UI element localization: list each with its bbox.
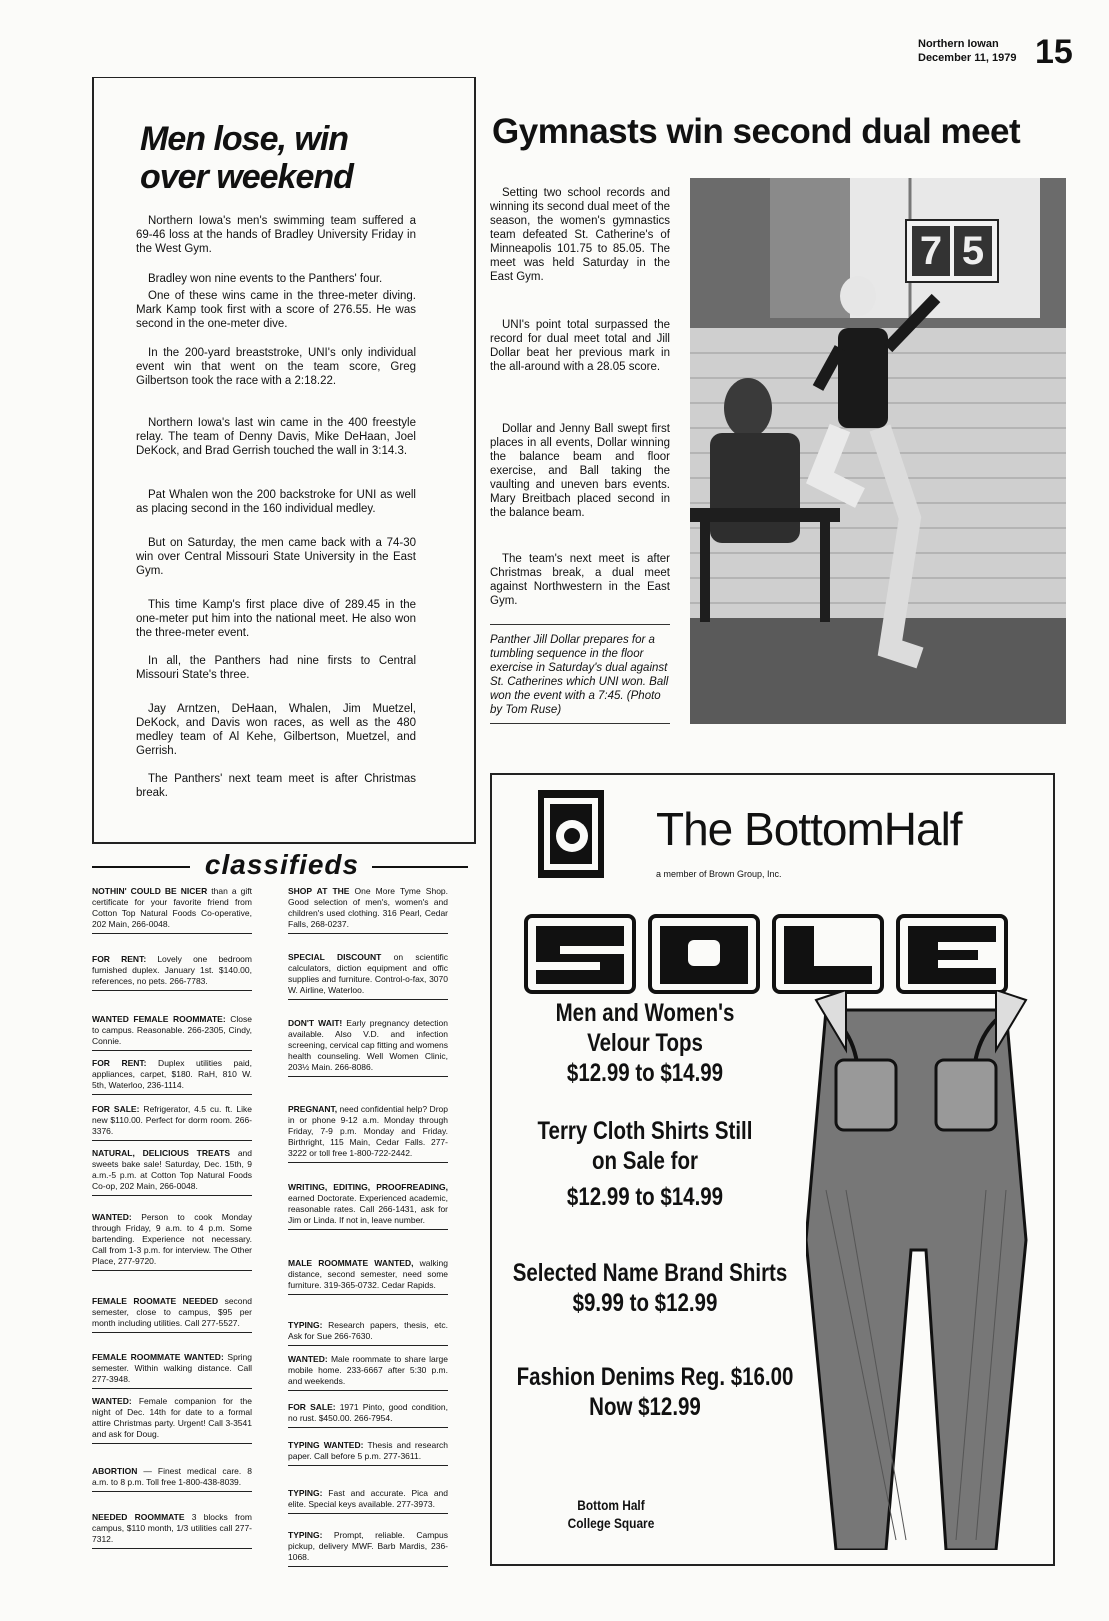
classified-ad-key: WANTED: bbox=[92, 1212, 132, 1222]
classified-ad-body: earned Doctorate. Experienced academic, reasonable rates. Call 266-1431, ask for Jim or Linda. If not in, leave number. bbox=[288, 1193, 448, 1225]
classified-ad bbox=[92, 1296, 252, 1333]
classified-ad-key: WRITING, EDITING, PROOFREADING, bbox=[288, 1182, 448, 1192]
promo-price: $12.99 to $14.99 bbox=[566, 1059, 724, 1087]
gym-paragraph: UNI's point total surpassed the record for dual meet total and Jill Dollar beat her previous mark in the all-around with a 28.05 score. bbox=[490, 319, 670, 373]
classified-ad-key: SPECIAL DISCOUNT bbox=[288, 952, 382, 962]
photo-caption: Panther Jill Dollar prepares for a tumbling sequence in the floor exercise in Saturday's dual against St. Catherines which UNI won. Ball won the event with a 7:45. (Photo by Tom Ruse) bbox=[490, 634, 669, 716]
classified-ad-key: PREGNANT, bbox=[288, 1104, 338, 1114]
swim-paragraph: One of these wins came in the three-meter diving. Mark Kamp took first with a score of 276.55. He was second in the one-meter dive. bbox=[136, 290, 416, 330]
store-mall: College Square bbox=[567, 1515, 655, 1531]
classified-ad bbox=[92, 1148, 252, 1196]
classified-ad-body: Prompt, reliable. Campus pickup, delivery MWF. Barb Mardis, 236-1068. bbox=[288, 1530, 448, 1562]
classified-ad bbox=[92, 1352, 252, 1389]
classified-ad-key: TYPING: bbox=[288, 1488, 323, 1498]
swim-paragraph: The Panthers' next team meet is after Christmas break. bbox=[136, 773, 416, 799]
classified-ad-body: Lovely one bedroom furnished duplex. January 1st. $140.00, references, no pets. 266-7783. bbox=[92, 954, 252, 986]
classified-ad bbox=[92, 1466, 252, 1492]
promo-title: Selected Name Brand Shirts bbox=[512, 1259, 788, 1287]
classified-ad bbox=[288, 1258, 448, 1295]
promo-title: Terry Cloth Shirts Still on Sale for bbox=[537, 1117, 753, 1175]
caption-rule-bottom bbox=[490, 723, 670, 724]
classified-ad-key: NEEDED ROOMMATE bbox=[92, 1512, 185, 1522]
classified-ad-body: Early pregnancy detection available. Also V.D. and infection screening, cervical cap fitting and womens health counseling. Well Women Clinic, 203½ Main. 266-8086. bbox=[288, 1018, 448, 1072]
classified-ad-body: Female companion for the night of Dec. 14th for date to a formal attire Christmas party. Urgent! Call 3-3541 and ask for Doug. bbox=[92, 1396, 252, 1439]
swim-paragraph: Northern Iowa's last win came in the 400 freestyle relay. The team of Denny Davis, Mike DeHaan, Joel DeKock, and Brad Gerrish touched the wall in 3:14.3. bbox=[136, 417, 416, 457]
classified-ad-body: Spring semester. Within walking distance. Call 277-3948. bbox=[92, 1352, 252, 1384]
classified-ad-body: Person to cook Monday through Friday, 9 a.m. to 4 p.m. Some bartending. Experience not necessary. Call from 1-3 p.m. for interview. The Other Place, 277-9720. bbox=[92, 1212, 252, 1266]
sale-banner-art bbox=[522, 910, 1012, 998]
classified-ad-body: One More Tyme Shop. Good selection of men's, women's and children's used clothing. 316 Pearl, Cedar Falls, 268-0237. bbox=[288, 886, 449, 929]
jeans-illustration bbox=[806, 990, 1036, 1550]
swim-paragraph: In all, the Panthers had nine firsts to Central Missouri State's three. bbox=[136, 655, 416, 681]
swim-paragraph: But on Saturday, the men came back with a 74-30 win over Central Missouri State University in the East Gym. bbox=[136, 537, 416, 577]
classified-ad-body: need confidential help? Drop in or phone 9-12 a.m. Monday through Friday, 7-9 p.m. Monday and Friday. Birthright, 115 Main, Cedar Falls. 277-3222 or toll free 1-800-722-2442. bbox=[288, 1104, 448, 1158]
classified-ad-body: second semester, close to campus, $95 per month including utilities. Call 277-5527. bbox=[92, 1296, 252, 1328]
gymnast-photo bbox=[690, 178, 1066, 724]
gym-headline: Gymnasts win second dual meet bbox=[492, 112, 1021, 151]
jeans-illustration-art bbox=[806, 990, 1036, 1550]
gym-paragraph: The team's next meet is after Christmas break, a dual meet against Northwestern in the East Gym. bbox=[490, 553, 670, 607]
store-name: Bottom Half bbox=[577, 1497, 645, 1513]
classified-ad bbox=[288, 1440, 448, 1466]
classified-ad bbox=[92, 1104, 252, 1141]
classified-ad-key: FEMALE ROOMATE NEEDED bbox=[92, 1296, 219, 1306]
classified-ad bbox=[288, 1402, 448, 1428]
swim-headline-line-2: over weekend bbox=[140, 158, 353, 196]
classified-ad-key: TYPING: bbox=[288, 1530, 323, 1540]
classified-ad-key: FOR RENT: bbox=[92, 954, 147, 964]
swim-paragraph: In the 200-yard breaststroke, UNI's only individual event win that went on the team score, Greg Gilbertson took the race with a 2:18.22. bbox=[136, 347, 416, 387]
classified-ad-key: WANTED: bbox=[92, 1396, 132, 1406]
classified-ad bbox=[288, 1488, 448, 1514]
classified-ad bbox=[288, 1182, 448, 1230]
promo-title: Fashion Denims Reg. $16.00 bbox=[516, 1363, 794, 1391]
classifieds-title: classifieds bbox=[204, 849, 360, 880]
classified-ad-body: Refrigerator, 4.5 cu. ft. Like new $110.00. Perfect for dorm room. 266-3376. bbox=[92, 1104, 252, 1136]
bottom-half-logo bbox=[538, 790, 604, 878]
swim-paragraph: This time Kamp's first place dive of 289.45 in the one-meter put him into the national meet. He also won the three-meter event. bbox=[136, 599, 416, 639]
classified-ad bbox=[288, 1354, 448, 1391]
classified-ad-key: WANTED FEMALE ROOMMATE: bbox=[92, 1014, 226, 1024]
classified-ad-body: than a gift certificate for your favorite friend from Cotton Top Natural Foods Co-operative, 202 Main, 266-0048. bbox=[92, 886, 252, 929]
classified-ad-body: 1971 Pinto, good condition, no rust. $450.00. 266-7954. bbox=[288, 1402, 449, 1423]
classified-ad-key: FOR RENT: bbox=[92, 1058, 147, 1068]
classified-ad bbox=[288, 1320, 448, 1346]
classified-ad-key: DON'T WAIT! bbox=[288, 1018, 343, 1028]
swim-paragraph: Northern Iowa's men's swimming team suffered a 69-46 loss at the hands of Bradley University Friday in the West Gym. bbox=[136, 215, 416, 255]
classifieds-rule-left bbox=[92, 866, 190, 868]
store-location bbox=[564, 1496, 658, 1532]
page-number: 15 bbox=[1035, 33, 1073, 71]
gym-paragraph: Dollar and Jenny Ball swept first places in all events, Dollar winning the balance beam and floor exercise, and Ball taking the vaulting and uneven bars events. Mary Breitbach placed second in the balance beam. bbox=[490, 423, 670, 519]
classified-ad bbox=[288, 1530, 448, 1567]
classified-ad-body: Research papers, thesis, etc. Ask for Sue 266-7630. bbox=[288, 1320, 448, 1341]
sale-banner-text: SALE bbox=[765, 964, 769, 965]
classified-ad-body: and sweets bake sale! Saturday, Dec. 15th, 9 a.m.-5 p.m. at Cotton Top Natural Foods Co-op, 202 Main, 266-0048. bbox=[92, 1148, 252, 1191]
swim-headline bbox=[140, 120, 420, 196]
newspaper-name: Northern Iowan bbox=[918, 38, 999, 50]
classified-ad bbox=[92, 954, 252, 991]
classified-ad-key: FEMALE ROOMMATE WANTED: bbox=[92, 1352, 224, 1362]
sale-banner bbox=[522, 910, 1012, 998]
caption-rule-top bbox=[490, 624, 670, 625]
classified-ad bbox=[92, 1396, 252, 1444]
classified-ad-key: TYPING WANTED: bbox=[288, 1440, 364, 1450]
classified-ad-key: FOR SALE: bbox=[92, 1104, 140, 1114]
classified-ad-body: Thesis and research paper. Call before 5 p.m. 277-3611. bbox=[288, 1440, 449, 1461]
classified-ad-key: FOR SALE: bbox=[288, 1402, 336, 1412]
swim-paragraph: Pat Whalen won the 200 backstroke for UNI as well as placing second in the 160 individual medley. bbox=[136, 489, 416, 515]
classified-ad-body: — Finest medical care. 8 a.m. to 8 p.m. Toll free 1-800-438-8039. bbox=[92, 1466, 252, 1487]
swim-paragraph: Bradley won nine events to the Panthers' four. bbox=[148, 273, 383, 285]
classified-ad bbox=[288, 952, 448, 1000]
classified-ad-key: WANTED: bbox=[288, 1354, 328, 1364]
classified-ad-body: Close to campus. Reasonable. 266-2305, Cindy, Connie. bbox=[92, 1014, 253, 1046]
classified-ad-body: Male roommate to share large mobile home. 233-6667 after 5:30 p.m. and weekends. bbox=[288, 1354, 448, 1386]
classified-ad bbox=[288, 886, 448, 934]
score-card-digit-2: 5 bbox=[961, 229, 985, 273]
promo-price: Now $12.99 bbox=[589, 1393, 701, 1421]
classifieds-rule-right bbox=[372, 866, 468, 868]
swim-headline-line-1: Men lose, win bbox=[140, 120, 349, 158]
classified-ad bbox=[92, 1014, 252, 1051]
bottom-half-logo-art bbox=[538, 790, 604, 878]
gym-paragraph: Setting two school records and winning its second dual meet of the season, the women's gymnastics team defeated St. Catherine's of Minneapolis 101.75 to 85.05. The meet was held Saturday in the East Gym. bbox=[490, 187, 670, 283]
classified-ad-key: MALE ROOMMATE WANTED, bbox=[288, 1258, 414, 1268]
classified-ad-body: Duplex utilities paid, appliances, carpet, $180. RaH, 810 W. 5th, Waterloo, 236-1114. bbox=[92, 1058, 252, 1090]
classified-ad-key: NATURAL, DELICIOUS TREATS bbox=[92, 1148, 231, 1158]
issue-date: December 11, 1979 bbox=[918, 52, 1017, 64]
classified-ad bbox=[92, 1512, 252, 1549]
promo-title: Men and Women's Velour Tops bbox=[555, 999, 735, 1057]
bottom-half-tagline: a member of Brown Group, Inc. bbox=[656, 869, 782, 879]
swim-paragraph: Jay Arntzen, DeHaan, Whalen, Jim Muetzel, DeKock, and Davis won races, as well as the 480 medley team of Al Kehe, Gilbertson, Muetzel, and Gerrish. bbox=[136, 703, 416, 757]
gymnast-photo-art bbox=[690, 178, 1066, 724]
classified-ad-body: Fast and accurate. Pica and elite. Special keys available. 277-3973. bbox=[288, 1488, 448, 1509]
promo-price: $12.99 to $14.99 bbox=[566, 1183, 724, 1211]
bottom-half-name: The BottomHalf bbox=[656, 803, 962, 855]
promo-price: $9.99 to $12.99 bbox=[572, 1289, 718, 1317]
classified-ad bbox=[288, 1018, 448, 1077]
classified-ad-body: walking distance, second semester, need some furniture. 319-365-0732. Cedar Rapids. bbox=[288, 1258, 448, 1290]
classified-ad-body: on scientific calculators, diction equipment and offic supplies and furniture. Control-o-fax, 3070 W. Airline, Waterloo. bbox=[288, 952, 448, 995]
classified-ad-key: SHOP AT THE bbox=[288, 886, 350, 896]
classified-ad-key: TYPING: bbox=[288, 1320, 323, 1330]
classified-ad bbox=[92, 1058, 252, 1095]
classified-ad-key: NOTHIN' COULD BE NICER bbox=[92, 886, 208, 896]
classified-ad bbox=[288, 1104, 448, 1163]
score-card-digit-1: 7 bbox=[919, 229, 943, 273]
classified-ad-key: ABORTION bbox=[92, 1466, 138, 1476]
classified-ad-body: 3 blocks from campus, $110 month, 1/3 utilities call 277-7312. bbox=[92, 1512, 252, 1544]
classified-ad bbox=[92, 886, 252, 934]
classified-ad bbox=[92, 1212, 252, 1271]
